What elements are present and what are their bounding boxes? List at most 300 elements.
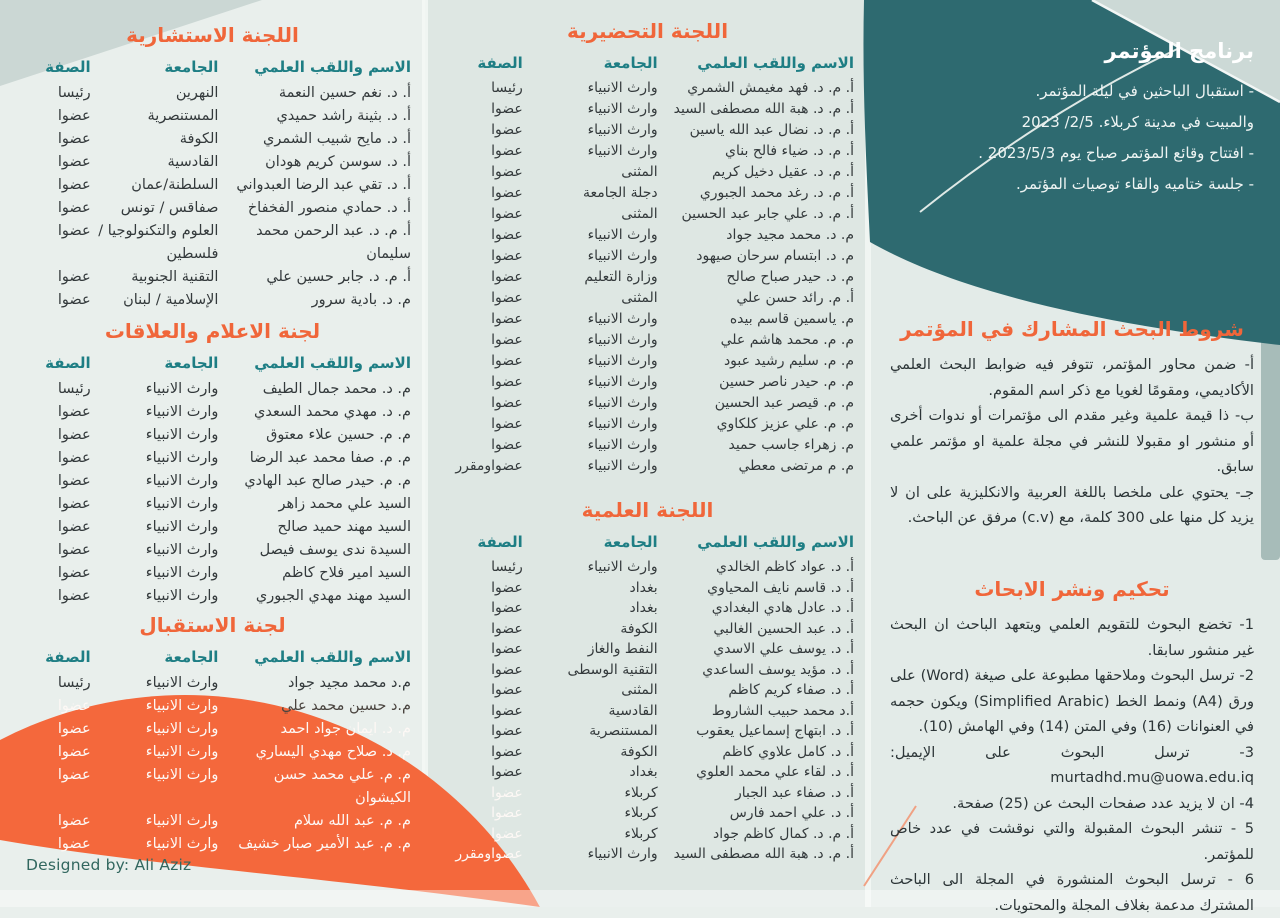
cell-university: القادسية: [608, 702, 658, 719]
cell-name: أ. د. حمادي منصور الفخفاخ: [247, 200, 411, 216]
table-row: [14, 672, 411, 695]
cell-role: رئيسا: [491, 80, 523, 96]
text-line: 6 - ترسل البحوث المنشورة في المجلة الى الباحث المشترك مدعمة بغلاف المجلة والمحتويات.: [890, 871, 1254, 914]
text-line: 3- ترسل البحوث على الإيميل: murtadhd.mu@uowa.edu.iq: [890, 743, 1254, 786]
header-role: الصفة: [45, 354, 91, 372]
cell-university: وارث الانبياء: [587, 311, 658, 327]
cell-role: عضوا: [57, 519, 91, 535]
cell-name: أ. د. ابتهاج إسماعيل يعقوب: [696, 723, 854, 739]
table-row: [14, 266, 411, 289]
table-row: [14, 810, 411, 833]
cell-name: م. م. علي محمد حسن الكيشوان: [273, 767, 411, 806]
advisory-committee: [14, 22, 411, 312]
table-row: [441, 783, 854, 804]
table-row: [441, 309, 854, 330]
text-line: 2- ترسل البحوث وملاحقها مطبوعة على صيغة (Word) على ورق (A4) ونمط الخط (Simplified Arabic) ويكون حجمه في العنوانات (16) وفي المتن (14) وفي الهامش (10).: [890, 667, 1254, 735]
cell-university: النهرين: [175, 85, 219, 101]
text-line: والمبيت في مدينة كربلاء. 2/5/ 2023: [1021, 113, 1254, 131]
cell-name: أ. د. نغم حسين النعمة: [278, 85, 411, 101]
cell-university: الكوفة: [620, 620, 658, 637]
cell-role: عضوا: [57, 269, 91, 285]
table-row: [14, 718, 411, 741]
cell-university: التقنية الوسطى: [567, 661, 658, 678]
cell-university: النفط والغاز: [587, 641, 658, 657]
cell-role: رئيسا: [57, 85, 91, 101]
cell-role: عضوا: [491, 353, 523, 369]
cell-role: عضوا: [491, 374, 523, 390]
conference-program-section: [890, 38, 1254, 200]
cell-name: أ. د. عادل هادي البغدادي: [711, 600, 854, 616]
cell-name: أ. م. رائد حسن علي: [736, 290, 854, 306]
table-row: [14, 539, 411, 562]
cell-name: أ. م. د. رغد محمد الجبوري: [699, 185, 854, 201]
cell-name: م. م. صفا محمد عبد الرضا: [249, 450, 411, 466]
table-row: [14, 764, 411, 810]
cell-university: صفاقس / تونس: [120, 200, 219, 216]
cell-university: بغداد: [629, 600, 658, 616]
table-row: [14, 174, 411, 197]
cell-university: وارث الانبياء: [145, 519, 219, 535]
cell-role: عضوا: [491, 395, 523, 411]
committee-title: اللجنة العلمية: [581, 498, 714, 522]
cell-name: أ. د. صفاء عبد الجبار: [734, 784, 854, 801]
cell-name: أ. د. مايح شبيب الشمري: [263, 131, 411, 147]
header-university: الجامعة: [164, 354, 219, 372]
conditions-title: شروط البحث المشارك في المؤتمر: [900, 317, 1244, 341]
cell-university: وارث الانبياء: [587, 416, 658, 432]
cell-name: أ. م. د. ضياء فالح بناي: [725, 143, 854, 159]
cell-university: بغداد: [629, 764, 658, 780]
text-line: ب- ذا قيمة علمية وغير مقدم الى مؤتمرات أو ندوات أخرى أو منشور او مقبولا للنشر في مجلة علمية او مؤتمر علمي سابق.: [890, 407, 1254, 475]
cell-university: المستنصرية: [147, 108, 219, 124]
cell-role: عضوا: [57, 108, 91, 124]
header-university: الجامعة: [164, 648, 219, 666]
committee-title: اللجنة التحضيرية: [566, 19, 729, 43]
cell-university: وارث الانبياء: [145, 836, 219, 852]
table-header-row: [441, 531, 854, 553]
table-row: [441, 680, 854, 701]
cell-role: عضوا: [57, 721, 91, 737]
table-row: [441, 225, 854, 246]
preparatory-committee: [441, 18, 854, 477]
text-line: - افتتاح وقائع المؤتمر صباح يوم 2023/5/3 .: [978, 144, 1254, 162]
cell-role: عضوا: [491, 805, 523, 821]
cell-name: أ. د. صفاء كريم كاظم: [728, 682, 854, 698]
cell-role: رئيسا: [57, 381, 91, 397]
cell-role: عضوا: [491, 290, 523, 306]
cell-university: وارث الانبياء: [145, 698, 219, 714]
cell-university: كربلاء: [624, 825, 658, 842]
cell-role: عضوا: [491, 437, 523, 453]
committee-table: [441, 78, 854, 477]
table-row: [441, 824, 854, 845]
cell-name: م.د حسين محمد علي: [281, 698, 411, 714]
committee-title: لجنة الاستقبال: [139, 613, 286, 637]
cell-role: عضوا: [491, 784, 523, 801]
table-row: [14, 128, 411, 151]
header-role: الصفة: [477, 54, 523, 72]
cell-name: م. د. ايمان جواد احمد: [280, 721, 411, 737]
table-row: [14, 82, 411, 105]
table-row: [14, 585, 411, 608]
cell-university: وارث الانبياء: [145, 450, 219, 466]
program-lines: [890, 76, 1254, 200]
cell-role: عضوا: [57, 427, 91, 443]
text-line: جـ- يحتوي على ملخصا باللغة العربية والانكليزية على ان لا يزيد كل منها على 300 كلمة، مع (c.v) مرفق عن الباحث.: [890, 483, 1254, 526]
cell-university: بغداد: [629, 579, 658, 596]
cell-name: أ. د. عبد الحسين الغالبي: [713, 620, 854, 637]
table-row: [441, 742, 854, 763]
table-row: [14, 447, 411, 470]
cell-role: رئيسا: [491, 559, 523, 575]
table-row: [441, 557, 854, 578]
panel-left: [0, 0, 425, 907]
header-role: الصفة: [45, 58, 91, 76]
table-row: [14, 424, 411, 447]
table-row: [441, 246, 854, 267]
cell-name: أ. د. قاسم نايف المحياوي: [707, 579, 854, 596]
table-row: [441, 78, 854, 99]
committee-title: اللجنة الاستشارية: [126, 23, 299, 47]
cell-role: عضوا: [57, 450, 91, 466]
cell-name: أ. د. لقاء علي محمد العلوي: [696, 764, 854, 780]
cell-role: عضوا: [491, 579, 523, 596]
table-row: [441, 414, 854, 435]
cell-name: أ. م. د. علي جابر عبد الحسين: [681, 206, 854, 222]
cell-name: أ. م. د. نضال عبد الله ياسين: [689, 122, 854, 138]
cell-university: وارث الانبياء: [587, 332, 658, 348]
cell-role: عضوا: [491, 416, 523, 432]
cell-university: وارث الانبياء: [587, 248, 658, 264]
cell-university: التقنية الجنوبية: [131, 269, 219, 285]
committee-table: [441, 557, 854, 865]
designer-credit: Designed by: Ali Aziz: [26, 856, 192, 874]
cell-role: عضوا: [491, 311, 523, 327]
cell-university: وارث الانبياء: [587, 559, 658, 575]
table-row: [441, 372, 854, 393]
cell-university: كربلاء: [624, 805, 658, 821]
cell-name: السيدة ندى يوسف فيصل: [259, 542, 411, 558]
table-header-row: [14, 56, 411, 78]
cell-role: عضوا: [57, 292, 91, 308]
cell-name: أ. م. د. عبد الرحمن محمد سليمان: [256, 223, 411, 262]
cell-university: وارث الانبياء: [587, 353, 658, 369]
table-row: [14, 562, 411, 585]
cell-name: السيد مهند حميد صالح: [277, 519, 411, 535]
cell-role: عضواومقرر: [455, 458, 523, 474]
scientific-committee: [441, 497, 854, 865]
text-line: أ- ضمن محاور المؤتمر، تتوفر فيه ضوابط البحث العلمي الأكاديمي، ومقومًا لغويا مع ذكر اسم المقوم.: [890, 356, 1254, 399]
cell-role: عضوا: [57, 744, 91, 760]
cell-name: أ. د. يوسف علي الاسدي: [713, 641, 854, 657]
cell-university: وارث الانبياء: [587, 437, 658, 453]
text-line: 5 - تنشر البحوث المقبولة والتي نوقشت في عدد خاص للمؤتمر.: [890, 820, 1254, 863]
panel-program: [870, 0, 1280, 914]
header-university: الجامعة: [603, 533, 658, 551]
cell-university: الكوفة: [179, 131, 219, 147]
cell-role: عضوا: [491, 764, 523, 780]
table-row: [441, 660, 854, 681]
table-row: [441, 578, 854, 599]
cell-university: وارث الانبياء: [587, 143, 658, 159]
text-line: - جلسة ختاميه والقاء توصيات المؤتمر.: [1015, 175, 1254, 193]
cell-role: عضوا: [491, 227, 523, 243]
cell-university: وارث الانبياء: [145, 381, 219, 397]
cell-name: أ. د. مؤيد يوسف الساعدي: [702, 661, 854, 678]
cell-name: م. د. ابتسام سرحان صيهود: [696, 248, 854, 264]
table-row: [441, 456, 854, 477]
program-title: برنامج المؤتمر: [1104, 39, 1254, 63]
cell-role: عضوا: [491, 332, 523, 348]
table-row: [14, 741, 411, 764]
cell-university: وزارة التعليم: [584, 269, 658, 285]
table-row: [441, 120, 854, 141]
media-relations-committee: [14, 318, 411, 608]
header-name: الاسم واللقب العلمي: [697, 54, 854, 72]
cell-name: م. د. محمد مجيد جواد: [726, 227, 854, 243]
table-row: [441, 288, 854, 309]
table-row: [14, 151, 411, 174]
cell-role: رئيسا: [57, 675, 91, 691]
cell-name: أ. د. علي احمد فارس: [729, 805, 854, 821]
cell-role: عضوا: [57, 496, 91, 512]
cell-university: وارث الانبياء: [145, 404, 219, 420]
cell-name: م. م. علي عزيز كلكاوي: [716, 416, 854, 432]
table-row: [441, 330, 854, 351]
table-row: [441, 183, 854, 204]
table-row: [441, 435, 854, 456]
cell-university: المثنى: [621, 164, 658, 180]
cell-role: عضوا: [57, 813, 91, 829]
cell-university: وارث الانبياء: [145, 473, 219, 489]
cell-name: م. د. حيدر صباح صالح: [726, 269, 854, 285]
cell-university: وارث الانبياء: [587, 80, 658, 96]
table-row: [441, 393, 854, 414]
cell-university: القادسية: [167, 154, 219, 170]
cell-university: العلوم والتكنولوجيا / فلسطين: [98, 223, 219, 262]
cell-university: المثنى: [621, 682, 658, 698]
cell-role: عضوا: [491, 248, 523, 264]
cell-university: وارث الانبياء: [587, 374, 658, 390]
cell-university: كربلاء: [624, 784, 658, 801]
cell-name: أ. م. د. هبة الله مصطفى السيد: [673, 101, 854, 117]
table-row: [441, 844, 854, 865]
table-row: [441, 639, 854, 660]
table-row: [441, 204, 854, 225]
cell-name: أ. م. د. جابر حسين علي: [266, 269, 411, 285]
cell-university: وارث الانبياء: [145, 675, 219, 691]
cell-role: عضوا: [491, 682, 523, 698]
cell-university: الكوفة: [620, 743, 658, 760]
cell-name: م. م. محمد هاشم علي: [720, 332, 854, 348]
cell-name: م. م مرتضى معطي: [738, 458, 854, 474]
table-row: [441, 762, 854, 783]
table-row: [441, 351, 854, 372]
cell-role: عضوا: [57, 154, 91, 170]
cell-name: أ. م. د. هبة الله مصطفى السيد: [673, 846, 854, 862]
cell-role: عضوا: [57, 223, 91, 239]
cell-university: وارث الانبياء: [587, 458, 658, 474]
cell-role: عضوا: [491, 164, 523, 180]
cell-university: وارث الانبياء: [587, 101, 658, 117]
cell-name: السيد امير فلاح كاظم: [282, 565, 411, 581]
text-line: 1- تخضع البحوث للتقويم العلمي ويتعهد الباحث ان البحث غير منشور سابقا.: [890, 616, 1254, 659]
table-row: [14, 220, 411, 266]
table-row: [14, 493, 411, 516]
cell-role: عضوا: [491, 743, 523, 760]
cell-role: عضوا: [57, 404, 91, 420]
table-header-row: [441, 52, 854, 74]
reception-committee: [14, 612, 411, 856]
cell-name: أ. د. تقي عبد الرضا العبدواني: [236, 177, 411, 193]
cell-university: وارث الانبياء: [145, 427, 219, 443]
cell-university: وارث الانبياء: [145, 565, 219, 581]
cell-role: عضوا: [491, 269, 523, 285]
cell-role: عضوا: [491, 206, 523, 222]
header-university: الجامعة: [603, 54, 658, 72]
table-row: [14, 516, 411, 539]
cell-university: وارث الانبياء: [145, 588, 219, 604]
cell-role: عضوا: [491, 620, 523, 637]
panel-middle: [425, 0, 870, 907]
cell-name: م. م. عبد الله سلام: [293, 813, 411, 829]
table-row: [441, 803, 854, 824]
table-header-row: [14, 646, 411, 668]
table-row: [14, 289, 411, 312]
header-name: الاسم واللقب العلمي: [697, 533, 854, 551]
cell-role: عضوا: [57, 767, 91, 783]
cell-name: م. م. قيصر عبد الحسين: [714, 395, 854, 411]
table-header-row: [14, 352, 411, 374]
research-conditions-section: [890, 316, 1254, 531]
cell-role: عضوا: [57, 177, 91, 193]
cell-university: وارث الانبياء: [145, 542, 219, 558]
table-row: [441, 619, 854, 640]
header-role: الصفة: [45, 648, 91, 666]
conditions-items: [890, 352, 1254, 531]
cell-role: عضوا: [491, 185, 523, 201]
cell-name: م. د. بادية سرور: [311, 292, 411, 308]
cell-role: عضوا: [57, 836, 91, 852]
committee-table: [14, 82, 411, 312]
cell-name: أ. د. كامل علاوي كاظم: [722, 743, 854, 760]
committee-title: لجنة الاعلام والعلاقات: [104, 319, 321, 343]
table-row: [441, 701, 854, 722]
cell-name: أ.د محمد حبيب الشاروط: [711, 702, 854, 719]
cell-university: الإسلامية / لبنان: [123, 292, 219, 308]
cell-name: أ. د. بثينة راشد حميدي: [276, 108, 411, 124]
cell-name: م. ياسمين قاسم بيده: [729, 311, 854, 327]
cell-role: عضوا: [491, 101, 523, 117]
header-name: الاسم واللقب العلمي: [254, 354, 411, 372]
cell-name: أ. د. عواد كاظم الخالدي: [716, 559, 854, 575]
cell-role: عضوا: [491, 825, 523, 842]
cell-university: المثنى: [621, 290, 658, 306]
cell-role: عضواومقرر: [455, 846, 523, 862]
cell-name: أ. م. د. فهد مغيمش الشمري: [687, 80, 854, 96]
cell-role: عضوا: [57, 131, 91, 147]
cell-university: المستنصرية: [589, 723, 658, 739]
cell-name: أ. د. سوسن كريم هودان: [265, 154, 411, 170]
cell-name: م. د. صلاح مهدي اليساري: [255, 744, 411, 760]
cell-role: عضوا: [57, 200, 91, 216]
cell-role: عضوا: [491, 143, 523, 159]
cell-university: وارث الانبياء: [587, 227, 658, 243]
header-university: الجامعة: [164, 58, 219, 76]
text-line: 4- ان لا يزيد عدد صفحات البحث عن (25) صفحة.: [952, 794, 1254, 812]
cell-university: وارث الانبياء: [587, 846, 658, 862]
cell-role: عضوا: [57, 698, 91, 714]
table-row: [441, 141, 854, 162]
table-row: [441, 162, 854, 183]
cell-role: عضوا: [491, 661, 523, 678]
publishing-rules-section: [890, 576, 1254, 918]
cell-name: م. م. حيدر ناصر حسين: [719, 374, 854, 390]
table-row: [441, 721, 854, 742]
table-row: [14, 401, 411, 424]
cell-name: م. م. حسين علاء معتوق: [266, 427, 411, 443]
cell-university: وارث الانبياء: [145, 721, 219, 737]
cell-university: وارث الانبياء: [145, 767, 219, 783]
text-line: - استقبال الباحثين في ليلة المؤتمر.: [1035, 82, 1254, 100]
cell-university: دجلة الجامعة: [582, 185, 658, 201]
table-row: [14, 833, 411, 856]
cell-name: السيد علي محمد زاهر: [278, 496, 411, 512]
table-row: [14, 378, 411, 401]
cell-university: وارث الانبياء: [587, 395, 658, 411]
cell-name: م. م. حيدر صالح عبد الهادي: [244, 473, 411, 489]
cell-university: وارث الانبياء: [587, 122, 658, 138]
cell-name: م.د محمد مجيد جواد: [287, 675, 411, 691]
committee-table: [14, 672, 411, 856]
table-row: [14, 695, 411, 718]
publishing-title: تحكيم ونشر الابحاث: [974, 577, 1170, 601]
table-row: [14, 470, 411, 493]
table-row: [441, 598, 854, 619]
cell-name: أ. م. د. عقيل دخيل كريم: [712, 164, 854, 180]
header-name: الاسم واللقب العلمي: [254, 648, 411, 666]
cell-role: عضوا: [57, 565, 91, 581]
cell-name: م. د. محمد جمال الطيف: [262, 381, 411, 397]
cell-role: عضوا: [491, 122, 523, 138]
committee-table: [14, 378, 411, 608]
table-row: [441, 99, 854, 120]
table-row: [441, 267, 854, 288]
table-row: [14, 105, 411, 128]
cell-university: وارث الانبياء: [145, 496, 219, 512]
cell-role: عضوا: [491, 641, 523, 657]
cell-name: م. د. مهدي محمد السعدي: [254, 404, 411, 420]
header-name: الاسم واللقب العلمي: [254, 58, 411, 76]
cell-role: عضوا: [491, 702, 523, 719]
cell-university: وارث الانبياء: [145, 744, 219, 760]
publishing-items: [890, 612, 1254, 918]
cell-name: م. م. سليم رشيد عبود: [723, 353, 854, 369]
cell-university: المثنى: [621, 206, 658, 222]
table-row: [14, 197, 411, 220]
cell-name: السيد مهند مهدي الجبوري: [255, 588, 411, 604]
cell-name: أ. م. د. كمال كاظم جواد: [713, 825, 854, 842]
cell-role: عضوا: [57, 588, 91, 604]
cell-name: م. زهراء جاسب حميد: [728, 437, 854, 453]
cell-role: عضوا: [57, 473, 91, 489]
cell-university: السلطنة/عمان: [131, 177, 219, 193]
cell-role: عضوا: [491, 723, 523, 739]
cell-university: وارث الانبياء: [145, 813, 219, 829]
cell-role: عضوا: [491, 600, 523, 616]
header-role: الصفة: [477, 533, 523, 551]
cell-name: م. م. عبد الأمير صبار خشيف: [238, 836, 411, 852]
